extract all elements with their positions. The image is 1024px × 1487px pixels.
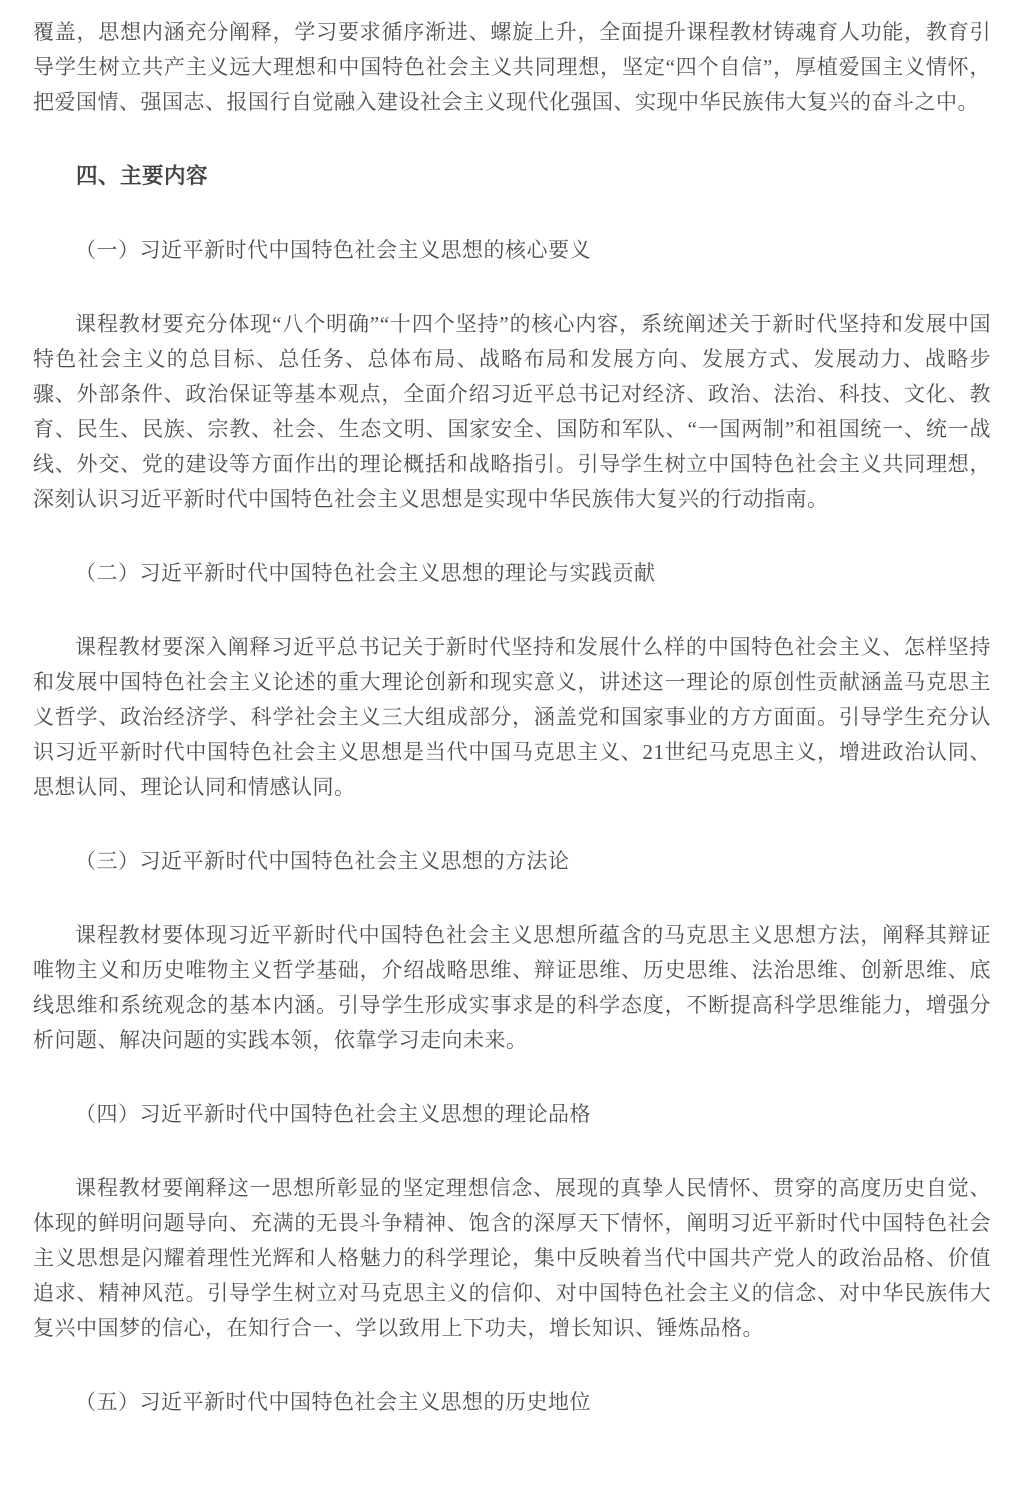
subheading-historical-position: （五）习近平新时代中国特色社会主义思想的历史地位 xyxy=(75,1390,591,1414)
subheading-theoretical-character: （四）习近平新时代中国特色社会主义思想的理论品格 xyxy=(75,1102,591,1126)
paragraph-overview-continuation: 覆盖，思想内涵充分阐释，学习要求循序渐进、螺旋上升，全面提升课程教材铸魂育人功能，教育引导学生树立共产主义远大理想和中国特色社会主义共同理想，坚定“四个自信”，厚植爱国主义情怀，把爱国情、强国志、报国行自觉融入建设社会主义现代化强国、实现中华民族伟大复兴的奋斗之中。 xyxy=(33,20,991,114)
heading-main-content: 四、主要内容 xyxy=(76,164,209,188)
subheading-methodology: （三）习近平新时代中国特色社会主义思想的方法论 xyxy=(75,849,570,873)
paragraph-methodology: 课程教材要体现习近平新时代中国特色社会主义思想所蕴含的马克思主义思想方法，阐释其辩证唯物主义和历史唯物主义哲学基础，介绍战略思维、辩证思维、历史思维、法治思维、创新思维、底线思维和系统观念的基本内涵。引导学生形成实事求是的科学态度，不断提高科学思维能力，增强分析问题、解决问题的实践本领，依靠学习走向未来。 xyxy=(33,923,991,1052)
subheading-core-essence: （一）习近平新时代中国特色社会主义思想的核心要义 xyxy=(75,238,591,262)
subheading-theory-practice-contribution: （二）习近平新时代中国特色社会主义思想的理论与实践贡献 xyxy=(75,561,656,585)
paragraph-theoretical-character: 课程教材要阐释这一思想所彰显的坚定理想信念、展现的真挚人民情怀、贯穿的高度历史自觉、体现的鲜明问题导向、充满的无畏斗争精神、饱含的深厚天下情怀，阐明习近平新时代中国特色社会主义思想是闪耀着理性光辉和人格魅力的科学理论，集中反映着当代中国共产党人的政治品格、价值追求、精神风范。引导学生树立对马克思主义的信仰、对中国特色社会主义的信念、对中华民族伟大复兴中国梦的信心，在知行合一、学以致用上下功夫，增长知识、锤炼品格。 xyxy=(33,1176,991,1340)
paragraph-theory-practice-contribution: 课程教材要深入阐释习近平总书记关于新时代坚持和发展什么样的中国特色社会主义、怎样坚持和发展中国特色社会主义论述的重大理论创新和现实意义，讲述这一理论的原创性贡献涵盖马克思主义哲学、政治经济学、科学社会主义三大组成部分，涵盖党和国家事业的方方面面。引导学生充分认识习近平新时代中国特色社会主义思想是当代中国马克思主义、21世纪马克思主义，增进政治认同、思想认同、理论认同和情感认同。 xyxy=(33,635,991,799)
paragraph-core-essence: 课程教材要充分体现“八个明确”“十四个坚持”的核心内容，系统阐述关于新时代坚持和发展中国特色社会主义的总目标、总任务、总体布局、战略布局和发展方向、发展方式、发展动力、战略步骤、外部条件、政治保证等基本观点，全面介绍习近平总书记对经济、政治、法治、科技、文化、教育、民生、民族、宗教、社会、生态文明、国家安全、国防和军队、“一国两制”和祖国统一、统一战线、外交、党的建设等方面作出的理论概括和战略指引。引导学生树立中国特色社会主义共同理想，深刻认识习近平新时代中国特色社会主义思想是实现中华民族伟大复兴的行动指南。 xyxy=(33,312,991,511)
